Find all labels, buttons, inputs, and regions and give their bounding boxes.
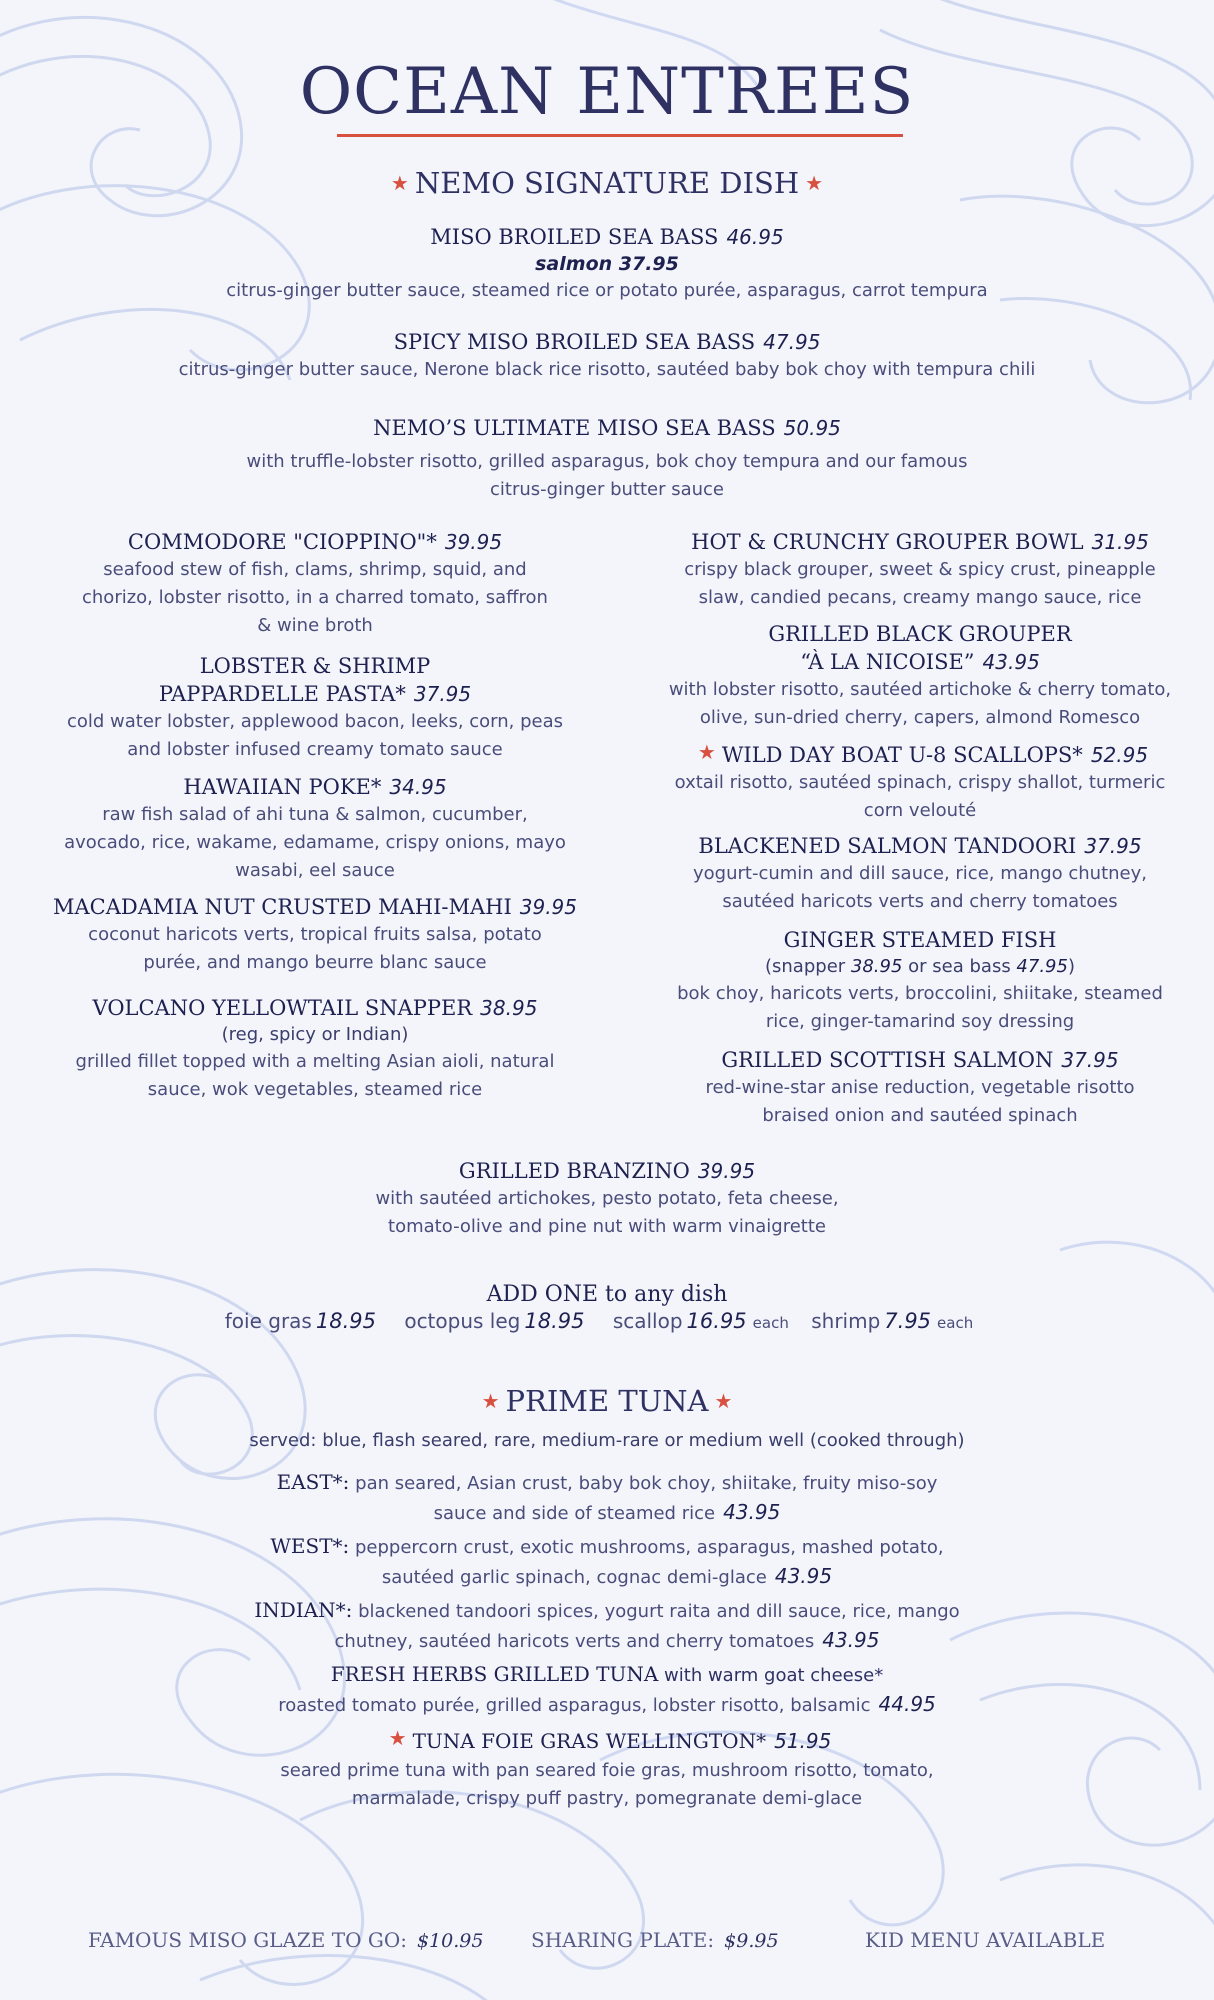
dish-desc: cold water lobster, applewood bacon, leeks, corn, peas [66,711,564,732]
dish-name: PAPPARDELLE PASTA* [158,682,406,706]
dish-salmon-tandoori [625,832,1214,916]
dish-note: (snapper 38.95 or sea bass 47.95) [765,956,1075,977]
tuna-foie-gras-wellington: ★ TUNA FOIE GRAS WELLINGTON* 51.95 seared prime tuna with pan seared foie gras, mushroom risotto, tomato, marmalade, crispy puff pastry, pomegranate demi-glace [280,1726,934,1809]
dish-name: WILD DAY BOAT U-8 SCALLOPS* [721,743,1083,767]
dish-black-grouper-nicoise [625,620,1214,732]
dish-name: GINGER STEAMED FISH [783,928,1057,952]
dish-price: 38.95 [480,996,538,1020]
dish-desc: braised onion and sautéed spinach [762,1105,1078,1126]
addon-item-foie-gras: foie gras 18.95 [224,1309,376,1333]
dish-desc: coconut haricots verts, tropical fruits salsa, potato [88,924,542,945]
dish-price: 34.95 [389,775,447,799]
dish-name: HAWAIIAN POKE* [183,775,382,799]
footer-miso-glaze: FAMOUS MISO GLAZE TO GO: $10.95 [88,1928,484,1952]
dish-desc: chorizo, lobster risotto, in a charred tomato, saffron [82,587,548,608]
dish-alt: salmon 37.95 [535,253,679,275]
dish-name: “À LA NICOISE” [800,650,975,674]
dish-price: 37.95 [1061,1048,1119,1072]
dish-desc: seafood stew of fish, clams, shrimp, squid, and [103,559,527,580]
dish-scottish-salmon [625,1046,1214,1130]
tuna-west: WEST*: peppercorn crust, exotic mushrooms, asparagus, mashed potato, sautéed garlic spinach, cognac demi-glace 43.95 [270,1534,944,1588]
dish-price: 43.95 [982,650,1040,674]
dish-desc: and lobster infused creamy tomato sauce [127,739,503,760]
dish-volcano-snapper [20,994,610,1104]
dish-desc: wasabi, eel sauce [235,860,395,881]
dish-desc: corn velouté [863,800,977,821]
dish-desc: with lobster risotto, sautéed artichoke & cherry tomato, [668,679,1172,700]
dish-desc: bok choy, haricots verts, broccolini, shiitake, steamed [677,983,1163,1004]
dish-desc: crispy black grouper, sweet & spicy crust, pineapple [684,559,1156,580]
dish-lobster-shrimp-pappardelle [20,652,610,764]
price-snapper: 38.95 [850,956,903,977]
dish-desc: citrus-ginger butter sauce, steamed rice or potato purée, asparagus, carrot tempura [226,280,988,301]
dish-name: GRILLED SCOTTISH SALMON [721,1048,1054,1072]
dish-price: 39.95 [697,1159,756,1183]
dish-name: HOT & CRUNCHY GROUPER BOWL [691,530,1084,554]
page-title: OCEAN ENTREES [299,55,915,129]
addons-list [0,1309,1214,1333]
dish-note: (reg, spicy or Indian) [221,1024,409,1045]
tuna-served-note: served: blue, flash seared, rare, medium-rare or medium well (cooked through) [249,1430,965,1451]
title-underline [337,134,903,137]
addons-section [0,1281,1214,1333]
dish-desc: sautéed haricots verts and cherry tomatoes [722,891,1118,912]
dish-ultimate-miso-sea-bass [0,414,1214,504]
dish-mahi-mahi [20,893,610,977]
dish-price: 31.95 [1091,530,1149,554]
star-icon: ★ [805,171,824,195]
dish-desc: citrus-ginger butter sauce [489,479,725,500]
dish-name: BLACKENED SALMON TANDOORI [698,834,1077,858]
dish-price: 39.95 [444,530,503,554]
dish-desc: with sautéed artichokes, pesto potato, feta cheese, [375,1188,839,1209]
dish-name: LOBSTER & SHRIMP [199,654,431,678]
dish-desc: with truffle-lobster risotto, grilled asparagus, bok choy tempura and our famous [246,451,968,472]
dish-price: 37.95 [1084,834,1142,858]
dish-price: 52.95 [1090,743,1149,767]
dish-wild-scallops [625,740,1214,825]
dish-spicy-miso-sea-bass [0,328,1214,384]
dish-desc: citrus-ginger butter sauce, Nerone black rice risotto, sautéed baby bok choy with tempura chili [178,359,1036,380]
addons-heading: ADD ONE to any dish [486,1282,728,1307]
star-icon: ★ [714,1389,733,1413]
dish-desc: tomato-olive and pine nut with warm vinaigrette [388,1216,826,1237]
dish-grouper-bowl [625,528,1214,612]
dish-price: 46.95 [726,225,784,249]
dish-name: GRILLED BLACK GROUPER [768,622,1072,646]
dish-name: SPICY MISO BROILED SEA BASS [393,330,756,354]
tuna-east: EAST*: pan seared, Asian crust, baby bok choy, shiitake, fruity miso-soy sauce and side of steamed rice 43.95 [276,1470,938,1524]
dish-name: NEMO’S ULTIMATE MISO SEA BASS [373,416,776,440]
dish-desc: slaw, candied pecans, creamy mango sauce, rice [698,587,1142,608]
dish-desc: sauce, wok vegetables, steamed rice [147,1079,483,1100]
dish-price: 39.95 [519,895,578,919]
star-icon: ★ [481,1389,500,1413]
addon-item-shrimp: shrimp 7.95 each [811,1309,974,1333]
addon-item-octopus: octopus leg 18.95 [404,1309,585,1333]
prime-tuna-heading: ★ PRIME TUNA ★ [481,1384,733,1418]
dish-desc: raw fish salad of ahi tuna & salmon, cucumber, [102,804,528,825]
dish-branzino [0,1157,1214,1241]
dish-name: MISO BROILED SEA BASS [430,225,719,249]
dish-desc: grilled fillet topped with a melting Asian aioli, natural [75,1051,555,1072]
dish-name: MACADAMIA NUT CRUSTED MAHI-MAHI [52,895,512,919]
dish-desc: yogurt-cumin and dill sauce, rice, mango chutney, [693,863,1147,884]
dish-miso-sea-bass [0,223,1214,305]
dish-price: 37.95 [413,682,472,706]
dish-name: VOLCANO YELLOWTAIL SNAPPER [92,996,473,1020]
signature-heading: ★ NEMO SIGNATURE DISH ★ [390,166,824,200]
dish-price: 47.95 [763,330,821,354]
dish-desc: & wine broth [257,615,373,636]
dish-hawaiian-poke [20,773,610,885]
dish-cioppino [20,528,610,640]
tuna-indian: INDIAN*: blackened tandoori spices, yogurt raita and dill sauce, rice, mango chutney, sautéed haricots verts and cherry tomatoes 43.95 [254,1598,960,1652]
footer-sharing-plate: SHARING PLATE: $9.95 [531,1928,779,1952]
star-icon: ★ [390,171,409,195]
tuna-fresh-herbs: FRESH HERBS GRILLED TUNA with warm goat cheese* roasted tomato purée, grilled asparagus, lobster risotto, balsamic 44.95 [278,1662,936,1716]
footer-kid-menu: KID MENU AVAILABLE [865,1928,1106,1952]
price-sea-bass: 47.95 [1016,956,1068,977]
dish-name: COMMODORE "CIOPPINO"* [127,530,437,554]
dish-desc: rice, ginger-tamarind soy dressing [765,1011,1075,1032]
star-icon: ★ [697,740,716,764]
star-icon: ★ [388,1726,407,1750]
dish-desc: oxtail risotto, sautéed spinach, crispy shallot, turmeric [674,772,1166,793]
dish-desc: purée, and mango beurre blanc sauce [143,952,487,973]
dish-ginger-steamed-fish [625,926,1214,1036]
dish-desc: red-wine-star anise reduction, vegetable risotto [705,1077,1135,1098]
addon-item-scallop: scallop 16.95 each [612,1309,789,1333]
dish-price: 50.95 [783,416,841,440]
dish-name: GRILLED BRANZINO [458,1159,690,1183]
dish-desc: olive, sun-dried cherry, capers, almond Romesco [699,707,1141,728]
dish-desc: avocado, rice, wakame, edamame, crispy onions, mayo [64,832,566,853]
